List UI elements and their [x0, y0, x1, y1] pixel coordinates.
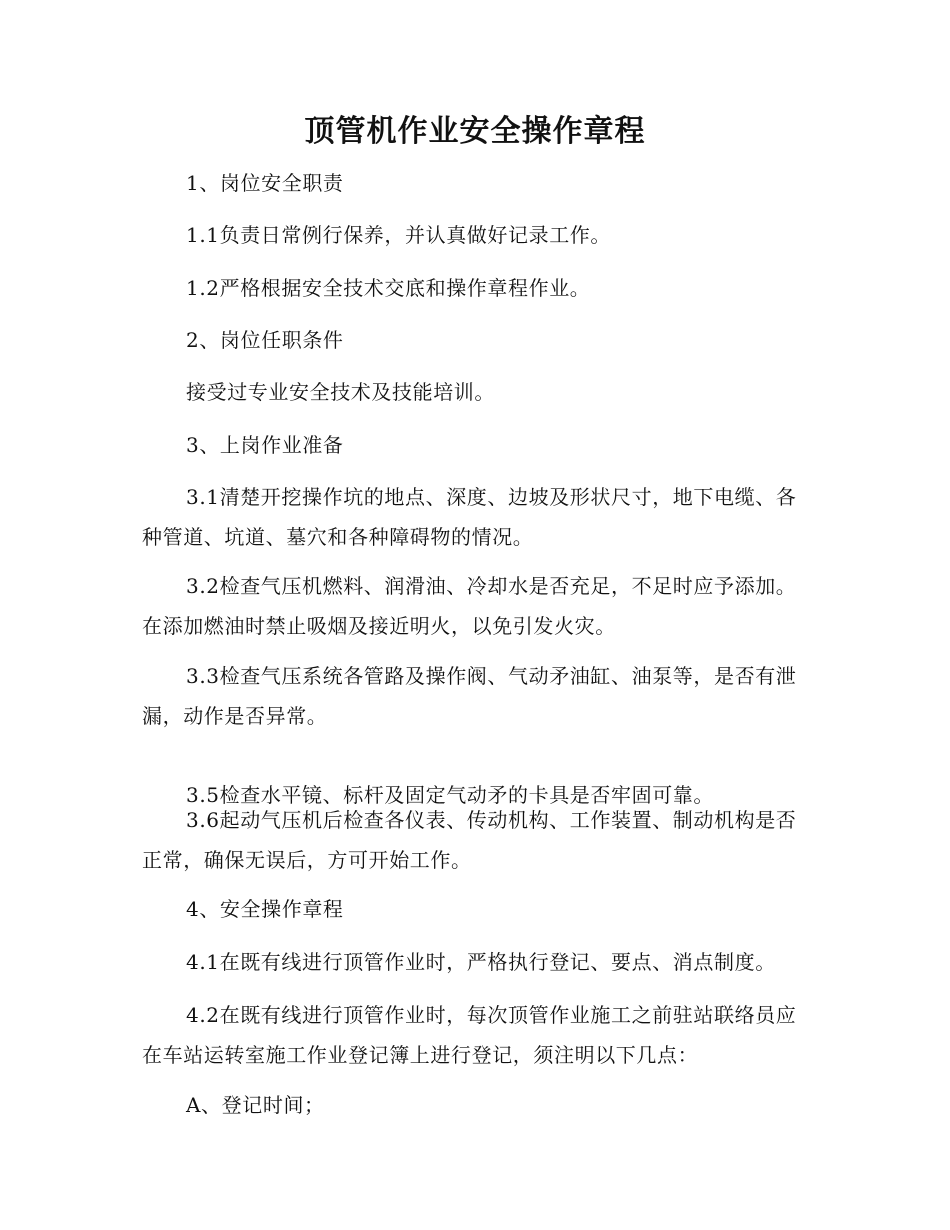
- document-title: 顶管机作业安全操作章程: [304, 114, 646, 149]
- paragraph-15: A、登记时间；: [186, 1093, 325, 1117]
- paragraph-10: 3.5检查水平镜、标杆及固定气动矛的卡具是否牢固可靠。: [186, 783, 715, 807]
- paragraph-6: 3、上岗作业准备: [186, 433, 344, 457]
- paragraph-8: 3.2检查气压机燃料、润滑油、冷却水是否充足，不足时应予添加。在添加燃油时禁止吸烟及接近明火，以免引发火灾。: [142, 574, 797, 638]
- paragraph-3: 1.2严格根据安全技术交底和操作章程作业。: [186, 276, 591, 300]
- paragraph-4: 2、岗位任职条件: [186, 328, 344, 352]
- paragraph-14: 4.2在既有线进行顶管作业时，每次顶管作业施工之前驻站联络员应在车站运转室施工作业登记簿上进行登记，须注明以下几点：: [142, 1003, 797, 1067]
- paragraph-7: 3.1清楚开挖操作坑的地点、深度、边坡及形状尺寸，地下电缆、各种管道、坑道、墓穴和各种障碍物的情况。: [142, 485, 797, 549]
- paragraph-9: 3.3检查气压系统各管路及操作阀、气动矛油缸、油泵等，是否有泄漏，动作是否异常。: [142, 664, 797, 728]
- paragraph-2: 1.1负责日常例行保养，并认真做好记录工作。: [186, 223, 612, 247]
- paragraph-12: 4、安全操作章程: [186, 897, 344, 921]
- paragraph-1: 1、岗位安全职责: [186, 171, 344, 195]
- paragraph-5: 接受过专业安全技术及技能培训。: [186, 380, 495, 404]
- paragraph-13: 4.1在既有线进行顶管作业时，严格执行登记、要点、消点制度。: [186, 950, 776, 974]
- paragraph-11: 3.6起动气压机后检查各仪表、传动机构、工作装置、制动机构是否正常，确保无误后，方可开始工作。: [142, 808, 797, 872]
